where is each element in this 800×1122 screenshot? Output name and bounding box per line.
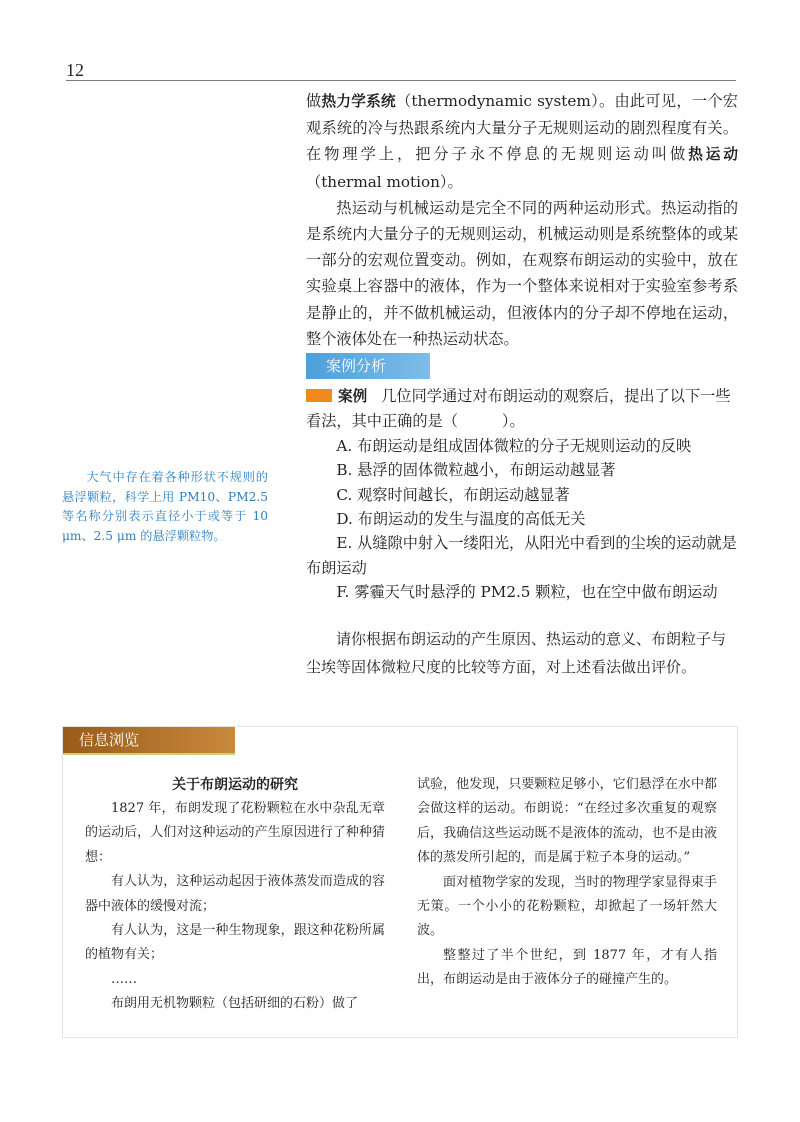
para1-text-1: 做 [306, 92, 322, 110]
info-browse-box [62, 726, 738, 1038]
info-left-column [85, 773, 385, 1017]
para1-text-2: （thermodynamic system）。由此可见，一个宏观系统的冷与热跟系统内大量分子无规则运动的剧烈程度有关。在物理学上，把分子永不停息的无规则运动叫做 [306, 92, 738, 164]
article-title: 关于布朗运动的研究 [172, 777, 298, 793]
case-label: 案例 [338, 388, 368, 405]
paragraph-thermal-motion [306, 88, 738, 195]
info-paragraph: 面对植物学家的发现，当时的物理学家显得束手无策。一个小小的花粉颗粒，却掀起了一场轩然大波。 [417, 874, 717, 939]
case-question [306, 384, 738, 434]
page-number: 12 [66, 60, 84, 80]
paragraph-motion-types: 热运动与机械运动是完全不同的两种运动形式。热运动指的是系统内大量分子的无规则运动，机械运动则是系统整体的或某一部分的宏观位置变动。例如，在观察布朗运动的实验中，放在实验桌上容器中的液体，作为一个整体来说相对于实验室参考系是静止的，并不做机械运动，但液体内的分子却不停地在运动，整个液体处在一种热运动状态。 [306, 198, 738, 348]
info-browse-banner: 信息浏览 [63, 727, 235, 753]
info-ellipsis: …… [111, 971, 137, 987]
info-paragraph: 试验，他发现，只要颗粒足够小，它们悬浮在水中都会做这样的运动。布朗说：“在经过多次重复的观察后，我确信这些运动既不是液体的流动，也不是由液体的蒸发所引起的，而是属于粒子本身的运动。” [417, 777, 717, 866]
case-option-a: A. 布朗运动是组成固体微粒的分子无规则运动的反映 [336, 436, 692, 455]
info-paragraph: 有人认为，这种运动起因于液体蒸发而造成的容器中液体的缓慢对流； [85, 874, 385, 914]
case-option-f: F. 雾霾天气时悬浮的 PM2.5 颗粒，也在空中做布朗运动 [336, 583, 718, 602]
info-banner-underline [63, 753, 235, 755]
case-option-d: D. 布朗运动的发生与温度的高低无关 [336, 510, 586, 529]
info-paragraph: 整整过了半个世纪，到 1877 年，才有人指出，布朗运动是由于液体分子的碰撞产生的。 [417, 947, 717, 988]
main-text [306, 88, 738, 352]
case-option-b: B. 悬浮的固体微粒越小，布朗运动越显著 [336, 461, 616, 480]
case-section [306, 384, 738, 681]
info-paragraph: 布朗用无机物颗粒（包括研细的石粉）做了 [111, 996, 359, 1012]
case-marker-icon [306, 389, 332, 402]
case-question-text: 几位同学通过对布朗运动的观察后，提出了以下一些看法，其中正确的是（ [306, 387, 731, 431]
case-analysis-banner: 案例分析 [306, 353, 430, 379]
header-rule [66, 80, 736, 81]
case-option-c: C. 观察时间越长，布朗运动越显著 [336, 485, 570, 504]
margin-note [62, 468, 268, 546]
info-paragraph: 1827 年，布朗发现了花粉颗粒在水中杂乱无章的运动后，人们对这种运动的产生原因进行了种种猜想： [85, 801, 385, 865]
para1-text-3: （thermal motion）。 [306, 172, 463, 191]
info-right-column [417, 773, 717, 993]
case-prompt: 请你根据布朗运动的产生原因、热运动的意义、布朗粒子与尘埃等固体微粒尺度的比较等方面，对上述看法做出评价。 [306, 629, 727, 676]
term-thermal-motion: 热运动 [688, 146, 738, 164]
case-option-e: E. 从缝隙中射入一缕阳光，从阳光中看到的尘埃的运动就是布朗运动 [306, 534, 737, 577]
margin-note-text: 大气中存在着各种形状不规则的悬浮颗粒，科学上用 PM10、PM2.5 等名称分别表示直径小于或等于 10 μm、2.5 μm 的悬浮颗粒物。 [62, 470, 268, 543]
term-thermodynamic-system: 热力学系统 [321, 93, 396, 110]
case-question-end: ）。 [501, 412, 525, 431]
info-paragraph: 有人认为，这是一种生物现象，跟这种花粉所属的植物有关； [85, 923, 385, 963]
